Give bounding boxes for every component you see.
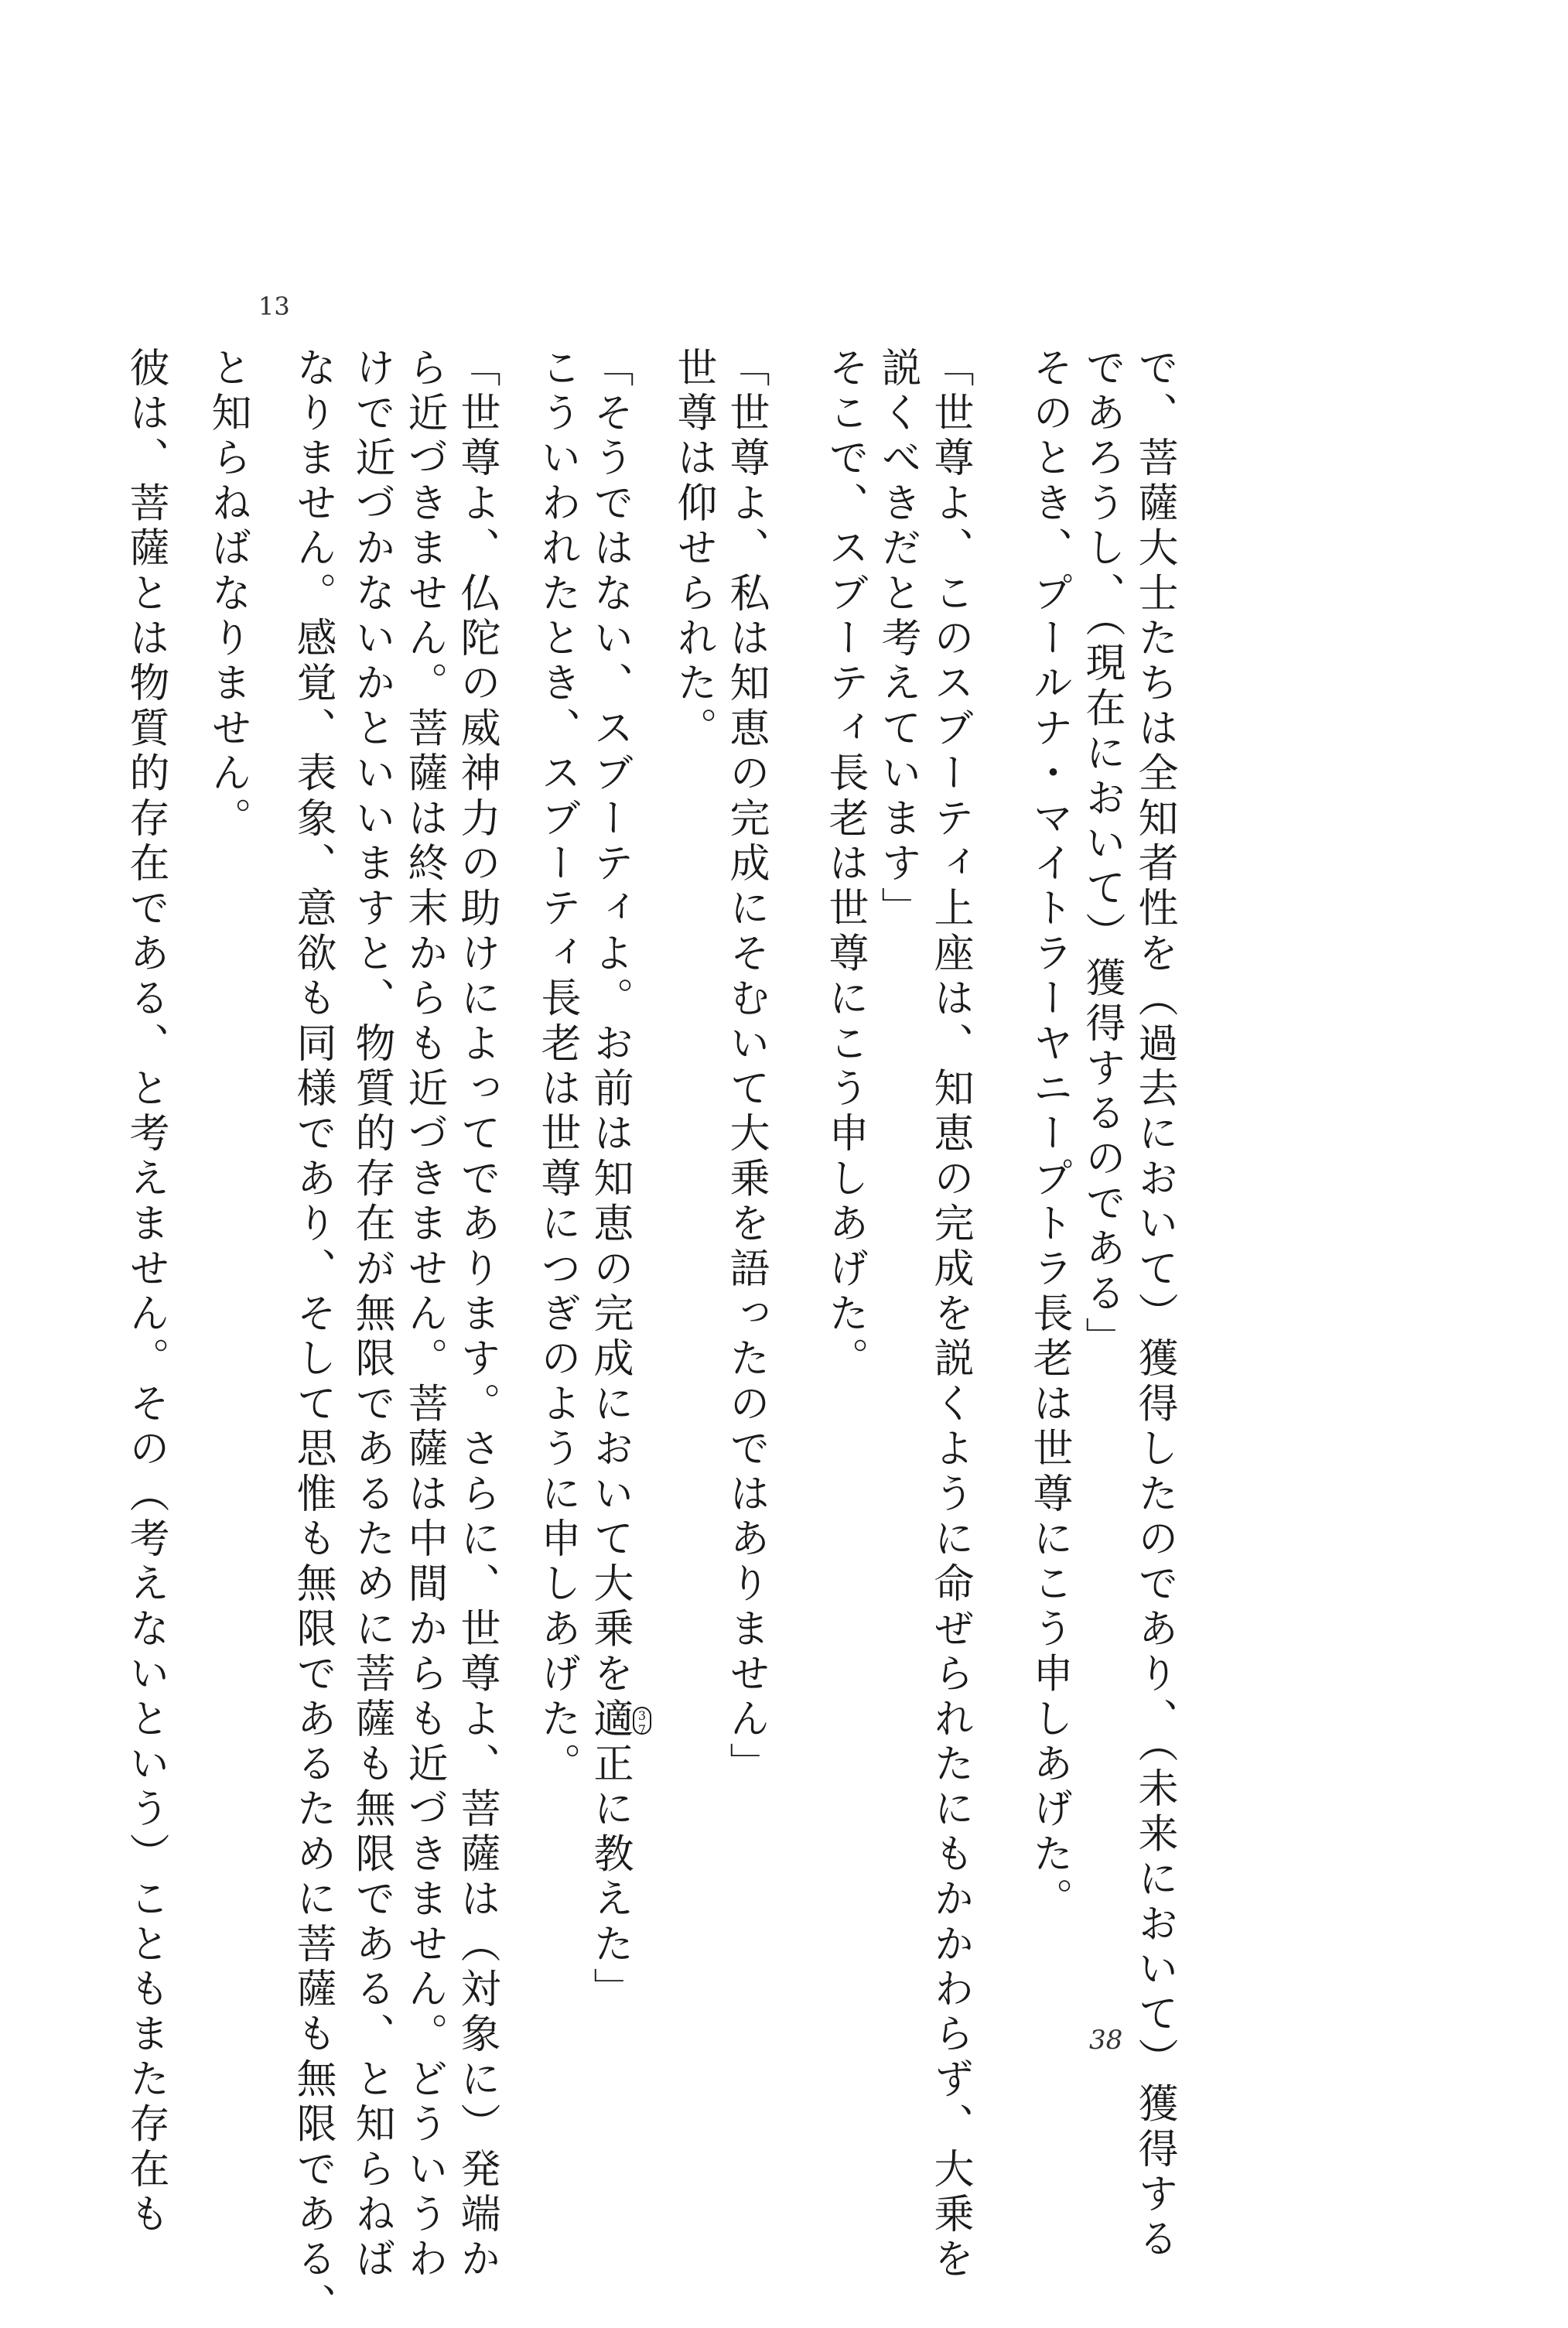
text-line-7: 「世尊よ、私は知恵の完成にそむいて大乗を語ったのではありません」: [723, 347, 769, 1788]
text-line-1: で、菩薩大士たちは全知者性を（過去において）獲得したのであり、（未来において）獲得する: [1131, 347, 1177, 2263]
text-line-5: 説くべきだと考えています」: [874, 347, 921, 932]
text-line-13: けで近づかないかといいますと、物質的存在が無限であるために菩薩も無限である、と知らねば: [348, 347, 395, 2283]
footnote-reference: 37: [633, 1707, 651, 1735]
text-line-16: 彼は、菩薩とは物質的存在である、と考えません。その（考えないという）こともまた存在も: [122, 347, 169, 2238]
text-line-3: そのとき、プールナ・マイトラーヤニープトラ長老は世尊にこう申しあげた。: [1026, 347, 1072, 1923]
text-line-15: と知らねばなりません。: [204, 347, 251, 843]
page-number: 38: [1089, 2025, 1123, 2056]
margin-section-number: 13: [258, 292, 290, 321]
text-line-8: 世尊は仰せられた。: [670, 347, 716, 752]
text-line-14: なりません。感覚、表象、意欲も同様であり、そして思惟も無限であるために菩薩も無限である、: [289, 347, 336, 2328]
text-line-11: 「世尊よ、仏陀の威神力の助けによってであります。さらに、世尊よ、菩薩は（対象に）発端か: [453, 347, 500, 2283]
text-line-10: こういわれたとき、スブーティ長老は世尊につぎのように申しあげた。: [534, 347, 580, 1788]
text-line-6: そこで、スブーティ長老は世尊にこう申しあげた。: [822, 347, 868, 1383]
text-line-4: 「世尊よ、このスブーティ上座は、知恵の完成を説くように命ぜられたにもかかわらず、大乗を: [927, 347, 973, 2283]
text-line-12: ら近づきません。菩薩は終末からも近づきません。菩薩は中間からも近づきません。どういうわ: [401, 347, 447, 2283]
text-line-2: であろうし、（現在において）獲得するのである」: [1078, 347, 1125, 1362]
text-line-9: 「そうではない、スブーティよ。お前は知恵の完成において大乗を適正に教えた」: [586, 347, 633, 2013]
